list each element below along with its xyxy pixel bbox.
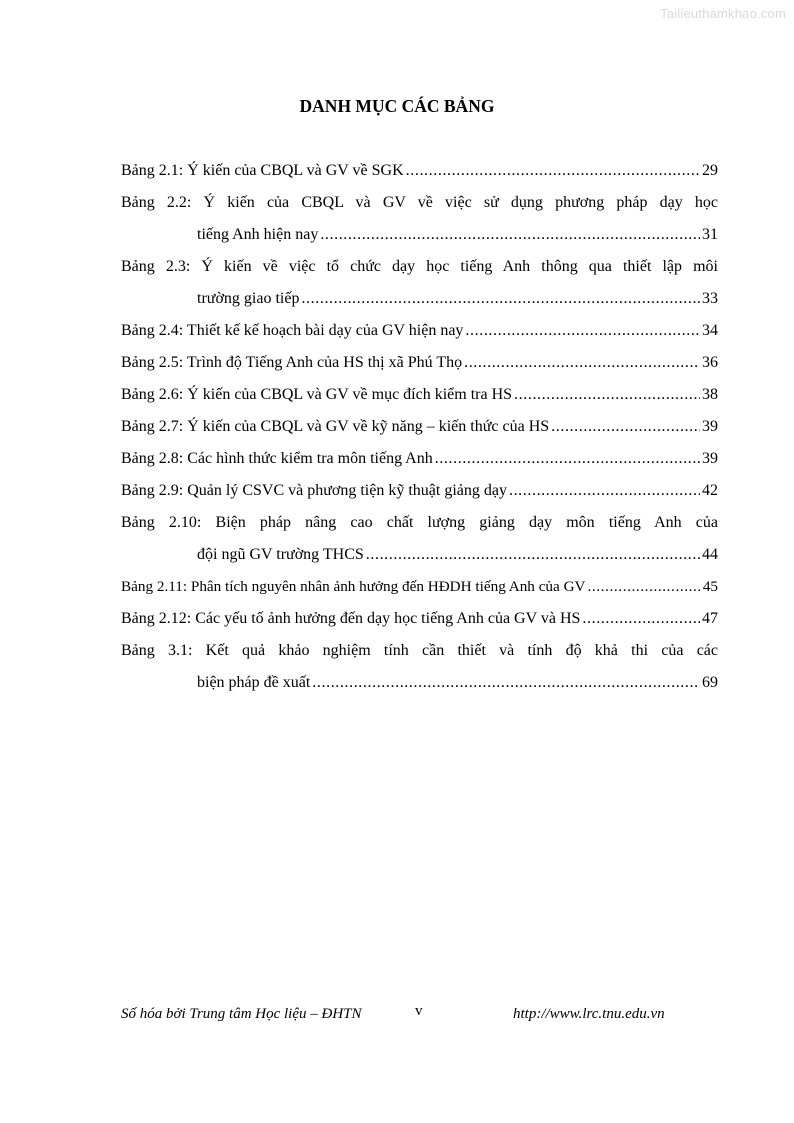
toc-entry-page: 69	[702, 674, 718, 691]
toc-entry-title: Bảng 2.10: Biện pháp nâng cao chất lượng giảng dạy môn tiếng Anh của	[121, 514, 718, 531]
toc-entry[interactable]	[121, 603, 718, 635]
footer-page-number: v	[415, 1003, 423, 1019]
toc-entry-page: 39	[702, 418, 718, 435]
toc-entry-page: 36	[702, 354, 718, 371]
toc-entry-page: 38	[702, 386, 718, 403]
leader-dots	[312, 667, 700, 699]
toc-entry-title-continued: biện pháp đề xuất	[197, 674, 311, 691]
toc-entry[interactable]	[121, 443, 718, 475]
toc-entry[interactable]	[121, 635, 718, 699]
toc-entry-title: Bảng 2.5: Trình độ Tiếng Anh của HS thị xã Phú Thọ	[121, 354, 463, 371]
toc-entry-page: 39	[702, 450, 718, 467]
toc-entry-title-continued: đội ngũ GV trường THCS	[197, 546, 364, 563]
toc-entry[interactable]	[121, 347, 718, 379]
toc-entry-page: 29	[702, 162, 718, 179]
toc-entry-title: Bảng 2.11: Phân tích nguyên nhân ảnh hưởng đến HĐDH tiếng Anh của GV	[121, 578, 586, 595]
leader-dots	[551, 411, 700, 443]
toc-entry-title-continued: trường giao tiếp	[197, 290, 300, 307]
toc-entry-title: Bảng 3.1: Kết quả khảo nghiệm tính cần thiết và tính độ khả thi của các	[121, 642, 718, 659]
toc-entry-page: 45	[702, 578, 718, 595]
toc-entry-title: Bảng 2.3: Ý kiến về việc tổ chức dạy học tiếng Anh thông qua thiết lập môi	[121, 258, 718, 275]
toc-entry-page: 44	[702, 546, 718, 563]
toc-entry[interactable]	[121, 251, 718, 315]
leader-dots	[465, 315, 700, 347]
toc-entry-title: Bảng 2.1: Ý kiến của CBQL và GV về SGK	[121, 162, 404, 179]
page-footer	[121, 1003, 681, 1026]
toc-entry[interactable]	[121, 155, 718, 187]
toc-entry-page: 47	[702, 610, 718, 627]
toc-entry[interactable]	[121, 507, 718, 571]
page-title: DANH MỤC CÁC BẢNG	[299, 96, 495, 116]
toc-entry[interactable]	[121, 187, 718, 251]
toc-entry-title-continued: tiếng Anh hiện nay	[197, 226, 319, 243]
leader-dots	[509, 475, 700, 507]
toc-entry[interactable]	[121, 411, 718, 443]
leader-dots	[464, 347, 700, 379]
leader-dots	[366, 539, 700, 571]
toc-entry-title: Bảng 2.2: Ý kiến của CBQL và GV về việc sử dụng phương pháp dạy học	[121, 194, 718, 211]
toc-entry-title: Bảng 2.9: Quản lý CSVC và phương tiện kỹ thuật giảng dạy	[121, 482, 507, 499]
toc-entry-page: 31	[702, 226, 718, 243]
toc-entry-page: 33	[702, 290, 718, 307]
toc-entry-title: Bảng 2.6: Ý kiến của CBQL và GV về mục đích kiểm tra HS	[121, 386, 513, 403]
toc-entry-title: Bảng 2.8: Các hình thức kiểm tra môn tiếng Anh	[121, 450, 433, 467]
leader-dots	[320, 219, 700, 251]
watermark: Tailieuthamkhao.com	[660, 6, 786, 21]
footer-source: Số hóa bởi Trung tâm Học liệu – ĐHTN	[121, 1006, 362, 1022]
leader-dots	[582, 603, 700, 635]
toc-entry[interactable]	[121, 315, 718, 347]
toc-entry-title: Bảng 2.4: Thiết kế kế hoạch bài dạy của GV hiện nay	[121, 322, 464, 339]
toc-entry-page: 42	[702, 482, 718, 499]
toc-entry[interactable]	[121, 475, 718, 507]
table-of-contents	[121, 155, 718, 699]
leader-dots	[435, 443, 700, 475]
leader-dots	[406, 155, 700, 187]
toc-entry-page: 34	[702, 322, 718, 339]
toc-entry[interactable]	[121, 379, 718, 411]
toc-entry-title: Bảng 2.12: Các yếu tố ảnh hưởng đến dạy học tiếng Anh của GV và HS	[121, 610, 581, 627]
footer-url[interactable]: http://www.lrc.tnu.edu.vn	[513, 1006, 665, 1022]
toc-entry[interactable]	[121, 571, 718, 603]
toc-entry-title: Bảng 2.7: Ý kiến của CBQL và GV về kỹ năng – kiến thức của HS	[121, 418, 550, 435]
leader-dots	[588, 571, 701, 603]
leader-dots	[301, 283, 700, 315]
leader-dots	[514, 379, 700, 411]
